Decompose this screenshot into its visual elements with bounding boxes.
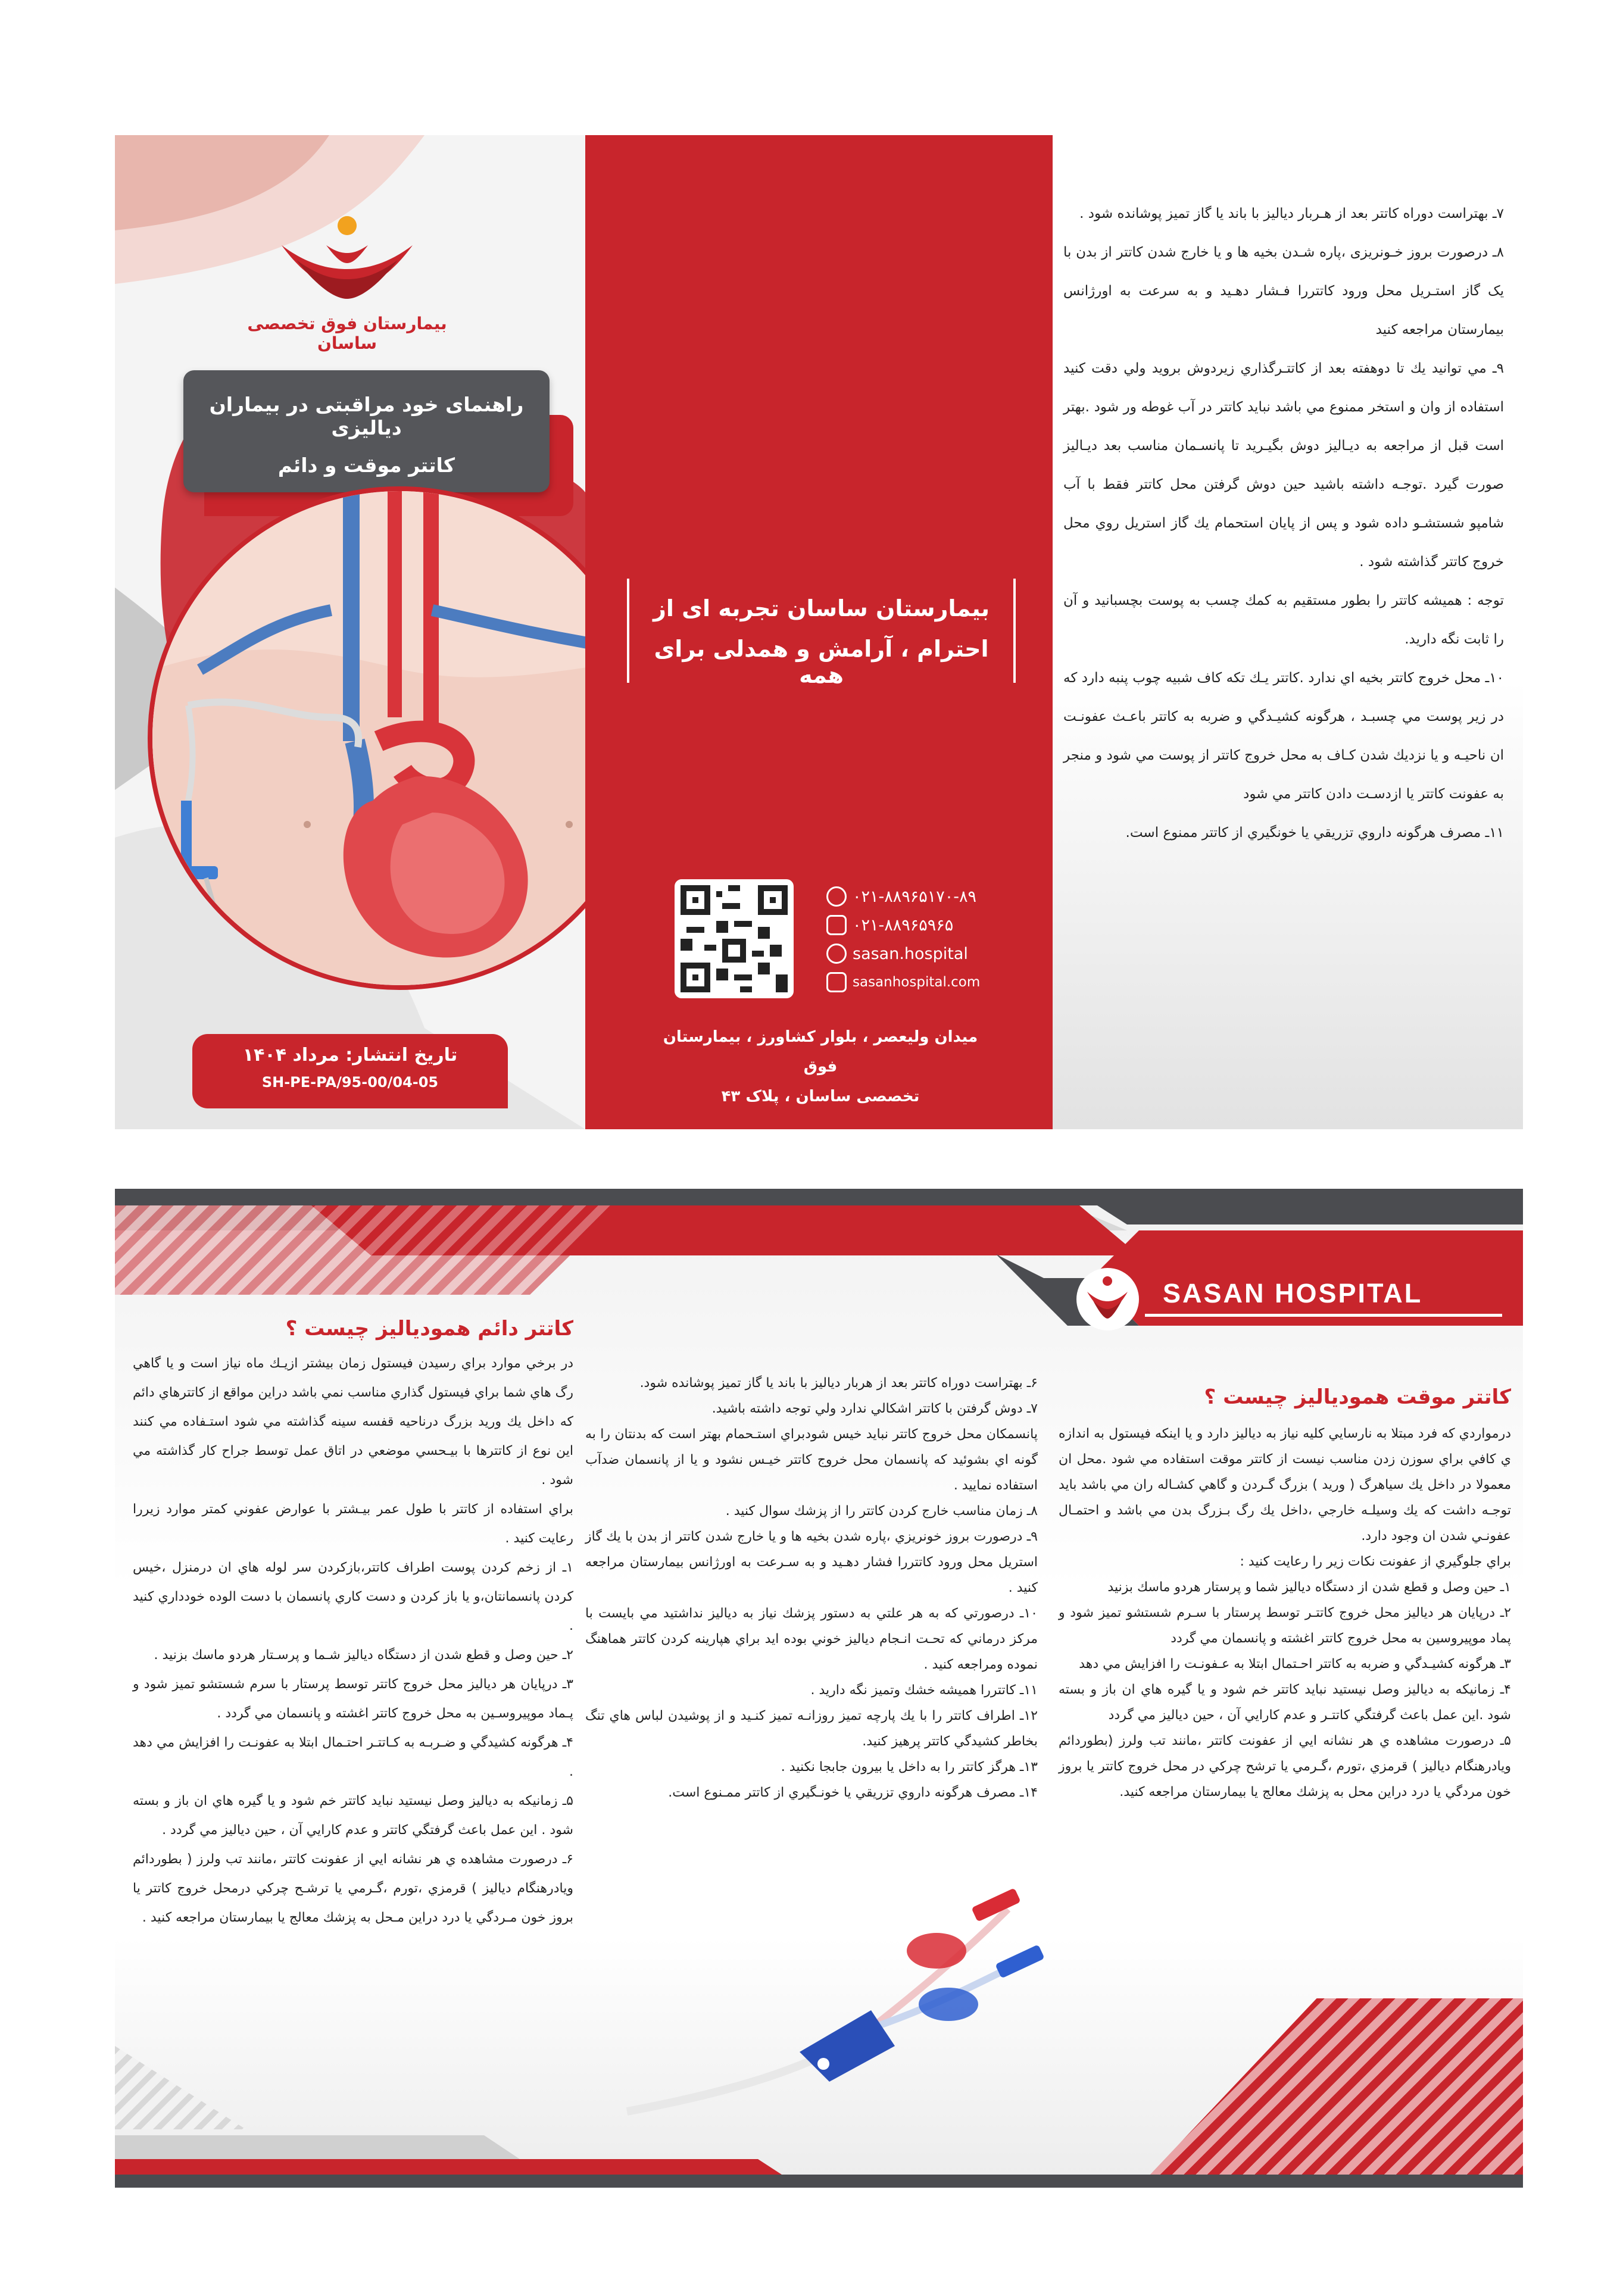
temporary-item-2: ۲ـ درپايان هر دياليز محل خروج كاتتـر توسط پرستار با سـرم شستشو تميز شود و پماد موپيروسين به محل خروج كاتتر اغشته و پانسمان مي گردد bbox=[1059, 1605, 1511, 1646]
instagram-link[interactable]: sasanhospital.com bbox=[853, 974, 981, 990]
slogan-line-1: بیمارستان ساسان تجربه ای از bbox=[653, 595, 990, 621]
care-item-10: ۱۰ـ درصورتي كه به هر علتي به دستور پزشك نياز به دياليز نداشتيد مي بايست با مركز درماني كه تحـت انـجام دياليز خوني بوده ايد براي هپارينه كردن كاتتر هماهنگ نموده ومراجعه كنيد . bbox=[585, 1606, 1038, 1672]
bottom-left-stripes bbox=[115, 2046, 246, 2129]
phone-row-2 bbox=[826, 911, 1023, 939]
care-tips-panel bbox=[1053, 135, 1523, 1129]
care-tips-text bbox=[1063, 195, 1504, 852]
hospital-name: بیمارستان فوق تخصصی ساسان bbox=[247, 314, 447, 353]
permanent-item-3: ۳ـ درپايان هر دياليز محل خروج كاتتر توسط پرستار با سرم شستشو تميز شود و پـماد موپيروسـين به محل خروج كاتتر اغشته و پانسمان مي گردد . bbox=[133, 1677, 573, 1721]
care-item-11: ۱۱ـ كاتتررا هميشه خشك وتميز نگه داريد . bbox=[810, 1683, 1038, 1698]
temporary-catheter-section bbox=[1059, 1385, 1511, 1805]
slogan-line-2: احترام ، آرامش و همدلی برای همه bbox=[654, 636, 989, 688]
permanent-item-4: ۴ـ هرگونه كشيدگي و ضـربـه به كـاتتـر احتـمال ابتلا به عفونـت را افزايش مي دهد . bbox=[133, 1735, 573, 1779]
cover-panel bbox=[115, 135, 585, 1129]
title-box bbox=[183, 370, 550, 492]
instagram-row bbox=[826, 968, 1023, 997]
bottom-decor-band bbox=[115, 2117, 1523, 2188]
care-item-8: ۸ـ زمان مناسب خارج كردن كاتتر را از پزشك سوال كنيد . bbox=[725, 1504, 1038, 1519]
tip-11: ۱۱ـ مصرف هرگونه داروي تزريقي يا خونگيري از كاتتر ممنوع است. bbox=[1125, 825, 1504, 841]
qr-code-icon bbox=[681, 885, 788, 992]
dialysis-catheter-image bbox=[615, 1873, 1044, 2141]
slogan-bar bbox=[627, 579, 1016, 688]
phone-row-1 bbox=[826, 882, 1023, 911]
permanent-intro: در برخي موارد براي رسيدن فيستول زمان بيشتر ازيـك ماه نياز است و يا گاهي رگ هاي شما براي فيستول گذاري مناسب نمي باشد دراين مواقع از كاتترهاي دائم كه داخل يك وريد بزرگ درناحيه قفسه سينه گذاشته مي شود استـفاده مي كنند اين نوع از كاتترها با بيـحسي موضعي در اتاق عمل توسط جراح كار گذاشته مي شود . bbox=[133, 1356, 573, 1488]
permanent-catheter-heading: کاتتر دائم همودیالیز چیست ؟ bbox=[285, 1317, 573, 1341]
website-link[interactable]: sasan.hospital bbox=[853, 944, 968, 963]
permanent-catheter-text bbox=[133, 1349, 573, 1932]
temporary-item-4: ۴ـ زمانيكه به دياليز وصل نيستيد نبايد كاتتر خم شود و يا گيره هاي ان باز و بسته شود .اين عمل باعث گرفتگي كاتتـر و عدم كارايي آن ، حين دياليز مي گردد bbox=[1059, 1682, 1511, 1723]
address bbox=[657, 1022, 984, 1111]
care-item-14: ۱۴ـ مصرف هرگونه داروي تزريقي يا خونـگيري از كاتتر ممـنوع است. bbox=[668, 1785, 1038, 1800]
top-spread bbox=[115, 135, 1523, 1129]
qr-code bbox=[675, 879, 794, 998]
temporary-catheter-text bbox=[1059, 1421, 1511, 1805]
permanent-item-1: ۱ـ از زخم كردن پوست اطراف كاتتر،بازكردن سر لوله هاي ان درمنزل ،خيس كردن پانسمانتان،و يا باز كردن و دست كاري پانسمان با دست الوده خودداري كنيد . bbox=[133, 1560, 573, 1633]
banner-logo bbox=[1076, 1268, 1139, 1330]
temporary-item-1: ۱ـ حين وصل و قطع شدن از دستگاه دياليز شما و پرستار هردو ماسك بزنيد bbox=[1107, 1580, 1511, 1595]
web-row bbox=[826, 939, 1023, 968]
date-badge bbox=[192, 1034, 508, 1108]
care-item-7b: پانسمكان محل خروج كاتتر نبايد خيس شودبراي استـحمام بهتر است كه بدنتان را به گونه اي بشوئيد كه پانسمان محل خروج كاتتر خيـس نشود و يا از پانسمان ضدآب استفاده نماييد . bbox=[585, 1427, 1038, 1493]
care-item-7: ۷ـ دوش گرفتن با كاتتر اشكالي ندارد ولي توجه داشته باشيد. bbox=[711, 1401, 1038, 1416]
temporary-catheter-heading: کاتتر موقت همودیالیز چیست ؟ bbox=[1204, 1385, 1511, 1409]
instagram-icon bbox=[826, 972, 847, 992]
phone-number-2[interactable]: ۰۲۱-۸۸۹۶۵۹۶۵ bbox=[853, 916, 954, 935]
cover-subtitle: کاتتر موقت و دائم bbox=[277, 454, 455, 477]
contact-panel bbox=[585, 135, 1053, 1129]
permanent-intro-2: براي استفاده از كاتتر با طول عمر بيـشتر با عوارض عفوني كمتر موارد زيررا رعايت كنيد . bbox=[133, 1502, 573, 1546]
contact-list bbox=[826, 882, 1023, 997]
tip-8: ۸ـ درصورت بروز خـونریزی ،پاره شـدن بخیه ها و یا خارج شدن کاتتر از بدن با یک گاز استـریل محل ورود کاتتررا فـشار دهـید و به سرعت به اورژانس بیمارستان مراجعه کنید bbox=[1063, 245, 1504, 338]
tip-7: ۷ـ بهتراست دوراه کاتتر بعد از هـربار دیالیز با باند یا گاز تمیز پوشانده شود . bbox=[1079, 206, 1504, 221]
tip-9: ۹ـ مي توانيد يك تا دوهفته بعد از كاتتـرگذاري زيردوش برويد ولي دقت كنيد استفاده از وان و استخر ممنوع مي باشد نبايد كاتتر در آب غوطه ور شود .بهتر است قبل از مراجعه به ديـاليز دوش بگيـريد تا پانسـمان مناسب بعد ديـاليز صورت گيرد .توجـه داشته باشيد حين دوش گرفتن محل كاتتر فقط با آب شامپو شستشـو داده شود و پس از پايان استحمام يك گاز استريل روي محل خروج كاتتر گذاشته شود . bbox=[1063, 361, 1504, 570]
banner-underline bbox=[1145, 1314, 1502, 1317]
care-item-6: ۶ـ بهتراست دوراه كاتتر بعد از هربار دياليز با باند يا گاز تميز پوشانده شود. bbox=[639, 1376, 1038, 1391]
banner-brand: SASAN HOSPITAL bbox=[1163, 1278, 1423, 1308]
phone-icon bbox=[826, 886, 847, 907]
logo-mark-icon bbox=[270, 213, 425, 308]
fax-icon bbox=[826, 915, 847, 935]
temporary-intro: درمواردي كه فرد مبتلا به نارسايي كليه نياز به دياليز دارد و يا اينكه فيستول به اندازه ي كافي براي سوزن زدن مناسب نيست از كاتتر موقت استفاده مي شود .محل ان معمولا در داخل يك سياهرگ ( وريد ) بزرگ گـردن و گاهي كشـاله ران مي باشد بايد توجـه داشت كه يك وسيلـه خارجي ،داخل يك رگ بـزرگ بدن مي باشد و احتمـال عفونـي شدن ان وجود دارد. bbox=[1059, 1426, 1511, 1544]
bottom-spread bbox=[115, 1189, 1523, 2188]
permanent-item-2: ۲ـ حين وصل و قطع شدن از دستگاه دياليز شـما و پرسـتار هردو ماسك بزنيد . bbox=[154, 1648, 573, 1663]
temporary-subhead: براي جلوگيري از عفونت نكات زير را رعايت كنيد : bbox=[1240, 1554, 1511, 1569]
catheter-care-list bbox=[585, 1370, 1038, 1805]
address-line-2: تخصصی ساسان ، پلاک ۴۳ bbox=[721, 1088, 920, 1105]
document-code: SH-PE-PA/95-00/04-05 bbox=[261, 1074, 439, 1091]
cover-title: راهنمای خود مراقبتی در بیماران دیالیزی bbox=[209, 393, 524, 439]
care-item-13: ۱۳ـ هرگز كاتتر را به داخل يا بيرون جابجا نكنيد . bbox=[781, 1760, 1038, 1775]
address-line-1: میدان ولیعصر ، بلوار کشاورز ، بیمارستان فوق bbox=[663, 1028, 978, 1076]
globe-icon bbox=[826, 944, 847, 964]
logo-mark-icon bbox=[1076, 1268, 1139, 1330]
temporary-item-5: ۵ـ درصورت مشاهده ي هر نشانه ايي از عفونت كاتتر ،مانند تب ولرز (بطوردائم ويادرهنگام دياليز ) قرمزي ،تورم ،گـرمي يا ترشح چركي در محل خروج كاتتر يا بروز خون مردگي يا درد دراين محل به پزشك معالج يا بيمارستان مراجعه كنيد. bbox=[1059, 1733, 1511, 1800]
tip-10: ۱۰ـ محل خروج كاتتر بخيه اي ندارد .كاتتر يـك تكه كاف شبيه چوب پنبه دارد كه در زير پوست مي چسبـد ، هرگونه كشيـدگي و ضربه به كاتتر باعـث عفونـت ان ناحيـه و يا نزديك شدن كـاف به محل خروج كاتتر از پوست مي شود و منجر به عفونت كاتتر يا ازدسـت دادن كاتتر مي شود bbox=[1063, 670, 1504, 802]
tip-note: توجه : هميشه كاتتر را بطور مستقيم به كمك چسب به پوست بچسبانيد و آن را ثابت نگه داريد. bbox=[1063, 593, 1504, 647]
temporary-item-3: ۳ـ هرگونه كشيـدگي و ضربه به كاتتر احـتمال ابتلا به عـفونـت را افزايش مي دهد bbox=[1079, 1657, 1511, 1672]
permanent-item-5: ۵ـ زمانيكه به دياليز وصل نيستيد نبايد كاتتر خم شود و يا گيره هاي ان باز و بسته شود . اين عمل باعث گرفتگي كاتتر و عدم كارايي آن ، حين دياليز مي گردد . bbox=[133, 1794, 573, 1838]
phone-number-1[interactable]: ۰۲۱-۸۸۹۶۵۱۷۰-۸۹ bbox=[853, 887, 977, 906]
permanent-catheter-section bbox=[133, 1317, 573, 1932]
permanent-item-6: ۶ـ درصورت مشاهده ي هر نشانه ايي از عفونت كاتتر ،مانند تب ولرز ( بطوردائم ويادرهنگام دياليز ) قرمزي ،تورم ،گـرمي يا ترشـح چركي درمحل خروج كاتتر يا بروز خون مـردگي يا درد دراين مـحل به پزشك معالج يا بيمارستان مراجعه كنيد . bbox=[133, 1852, 573, 1925]
care-item-12: ۱۲ـ اطراف كاتتر را با يك پارچه تميز روزانـه تميز كنـيد و از پوشيدن لباس هاي تنگ بخاطر كشيدگي كاتتر پرهيز كنيد. bbox=[585, 1708, 1038, 1749]
hospital-logo bbox=[270, 213, 425, 308]
care-item-9: ۹ـ درصورت بروز خونريزي ،پاره شدن بخيه ها و يا خارج شدن كاتتر از بدن با يك گاز استريل محل ورود كاتتررا فشار دهـيد و به سـرعت به اورژانس بيمارستان مراجعه كنيد . bbox=[585, 1529, 1038, 1595]
publish-date: تاریخ انتشار: مرداد ۱۴۰۴ bbox=[242, 1045, 458, 1066]
